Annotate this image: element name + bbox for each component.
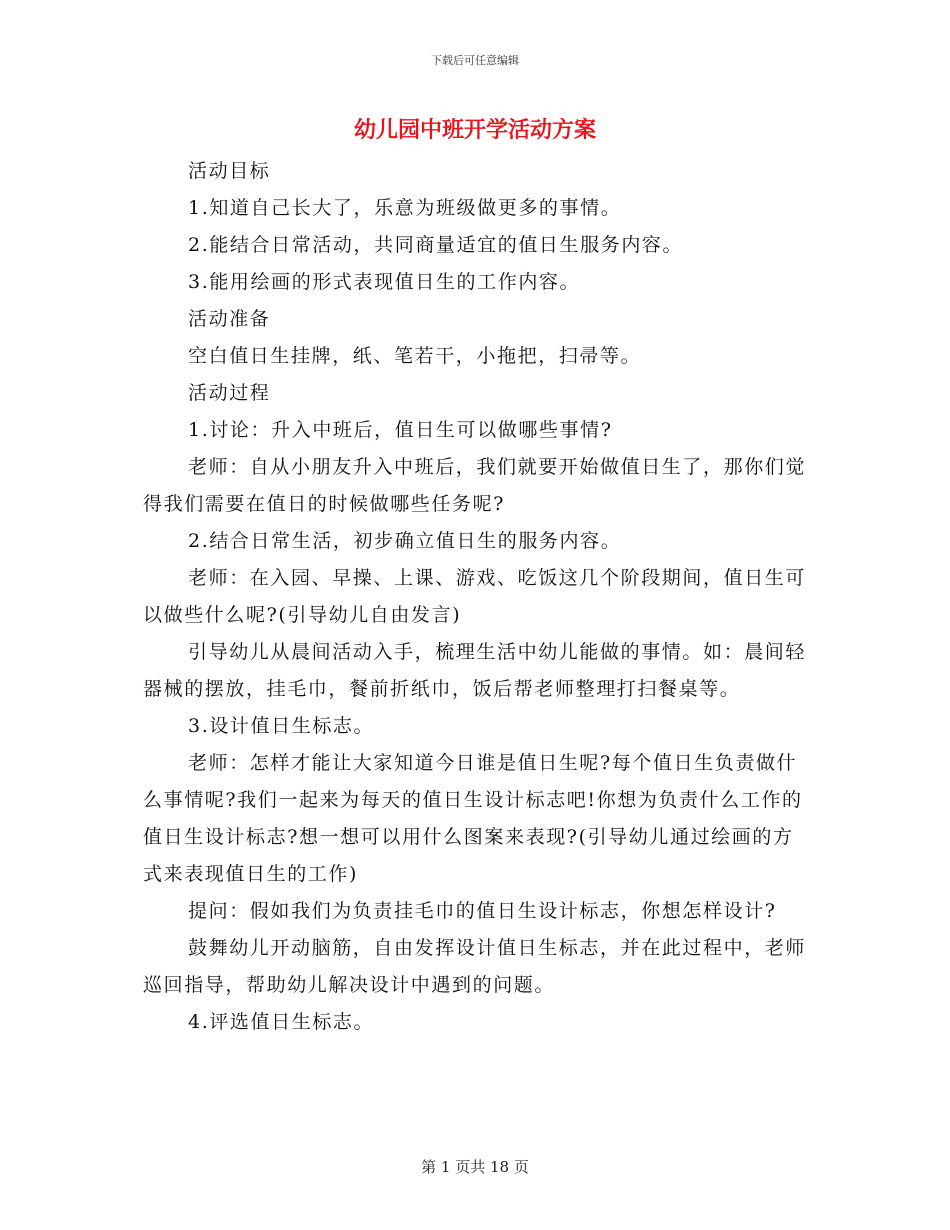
goal-item-1: 1.知道自己长大了，乐意为班级做更多的事情。 <box>188 197 622 219</box>
process-step-2: 2.结合日常生活，初步确立值日生的服务内容。 <box>188 530 622 552</box>
process-step-1: 1.讨论：升入中班后，值日生可以做哪些事情? <box>188 419 613 441</box>
page-header: 下载后可任意编辑 <box>431 54 519 67</box>
goal-item-3: 3.能用绘画的形式表现值日生的工作内容。 <box>188 271 581 293</box>
process-step-4: 4.评选值日生标志。 <box>188 1011 375 1033</box>
process-step-3: 3.设计值日生标志。 <box>188 715 375 737</box>
teacher-prompt-3: 老师：怎样才能让大家知道今日谁是值日生呢?每个值日生负责做什么事情呢?我们一起来为每天的值日生设计标志吧!你想为负责什么工作的值日生设计标志?想一想可以用什么图案来表现?(引导幼儿通过绘画的方式来表现值日生的工作) <box>143 752 803 885</box>
guidance-paragraph: 引导幼儿从晨间活动入手，梳理生活中幼儿能做的事情。如：晨间轻器械的摆放，挂毛巾，餐前折纸巾，饭后帮老师整理打扫餐桌等。 <box>143 641 807 700</box>
section-heading-goals: 活动目标 <box>188 160 271 182</box>
document-title: 幼儿园中班开学活动方案 <box>353 117 596 143</box>
section-heading-process: 活动过程 <box>188 382 271 404</box>
page-footer: 第 1 页共 18 页 <box>421 1158 529 1176</box>
question-paragraph: 提问：假如我们为负责挂毛巾的值日生设计标志，你想怎样设计? <box>188 900 777 922</box>
preparation-text: 空白值日生挂牌，纸、笔若干，小拖把，扫帚等。 <box>188 345 642 367</box>
encouragement-paragraph: 鼓舞幼儿开动脑筋，自由发挥设计值日生标志，并在此过程中，老师巡回指导，帮助幼儿解决设计中遇到的问题。 <box>143 937 807 996</box>
goal-item-2: 2.能结合日常活动，共同商量适宜的值日生服务内容。 <box>188 234 684 256</box>
document-body <box>143 153 811 1041</box>
teacher-prompt-2: 老师：在入园、早操、上课、游戏、吃饭这几个阶段期间，值日生可以做些什么呢?(引导幼儿自由发言) <box>143 567 807 626</box>
section-heading-preparation: 活动准备 <box>188 308 271 330</box>
teacher-prompt-1: 老师：自从小朋友升入中班后，我们就要开始做值日生了，那你们觉得我们需要在值日的时候做哪些任务呢? <box>143 456 807 515</box>
